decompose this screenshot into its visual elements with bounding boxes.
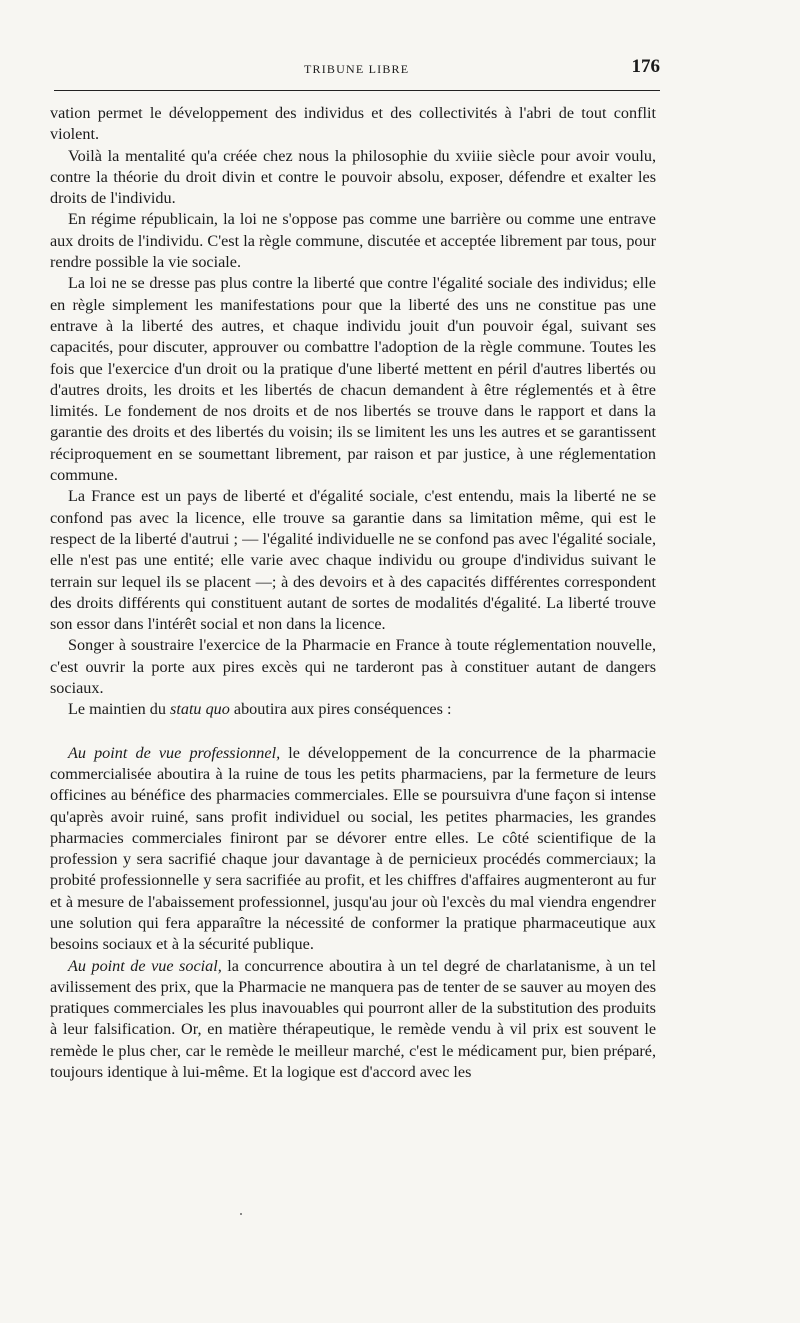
print-speck: [240, 1213, 242, 1215]
paragraph-text: Le maintien du: [68, 700, 171, 719]
header-rule: [54, 90, 660, 91]
paragraph: La loi ne se dresse pas plus contre la liberté que contre l'égalité sociale des individus; elle en règle simplement les manifestations pour que la liberté des uns ne constitue pas une entrave à la liberté des autres, et chaque individu jouit d'un pouvoir égal, suivant ses capacités, pour discuter, approuver ou combattre l'adoption de la règle commune. Toutes les fois que l'exercice d'un droit ou la pratique d'une liberté mettent en péril d'autres libertés ou d'autres droits, les droits et les libertés de chacun demandent à être réglementés et à être limités. Le fondement de nos droits et de nos libertés se trouve dans le rapport et dans la garantie des droits et des libertés du voisin; ils se limitent les uns les autres et se garantissent réciproquement en se soumettant librement, par raison et par justice, à une réglementation commune.: [50, 274, 656, 485]
italic-phrase: Au point de vue social,: [68, 956, 222, 975]
italic-phrase: Au point de vue professionnel,: [68, 743, 281, 762]
paragraph: vation permet le développement des individus et des collectivités à l'abri de tout conflit violent.: [50, 104, 656, 144]
paragraph-text: la concurrence aboutira à un tel degré de charlatanisme, à un tel avilissement des prix, que la Pharmacie ne manquera pas de tenter de se sauver au moyen des pratiques commerciales les plus inavouables qui pourront aller de la substitution des produits à leur falsification. Or, en matière thérapeutique, le remède vendu à vil prix est souvent le remède le plus cher, car le remède le meilleur marché, c'est le médicament pur, bien préparé, toujours identique à lui-même. Et la logique est d'accord avec les: [50, 956, 657, 1082]
paragraph: Songer à soustraire l'exercice de la Pharmacie en France à toute réglementation nouvelle, c'est ouvrir la porte aux pires excès qui ne tarderont pas à constituer autant de dangers sociaux.: [50, 636, 656, 698]
page-header: [54, 56, 660, 86]
paragraph: [50, 699, 656, 720]
italic-phrase: statu quo: [170, 700, 230, 719]
running-title: TRIBUNE LIBRE: [304, 62, 410, 76]
paragraph: Voilà la mentalité qu'a créée chez nous la philosophie du xviiie siècle pour avoir voulu, contre la théorie du droit divin et contre le pouvoir absolu, exposer, défendre et exalter les droits de l'individu.: [50, 146, 656, 208]
page-number: 176: [631, 56, 660, 77]
paragraph: [50, 743, 656, 956]
paragraph: En régime républicain, la loi ne s'oppose pas comme une barrière ou comme une entrave aux droits de l'individu. C'est la règle commune, discutée et acceptée librement par tous, pour rendre possible la vie sociale.: [50, 210, 656, 272]
paragraph-text: le développement de la concurrence de la pharmacie commercialisée aboutira à la ruine de tous les petits pharmaciens, par la fermeture de leurs officines au bénéfice des pharmacies commerciales. Elle se poursuivra d'une façon si intense qu'après avoir ruiné, sans profit individuel ou social, les petites pharmacies, les grandes pharmacies commerciales finiront par se dévorer entre elles. Le côté scientifique de la profession y sera sacrifié chaque jour davantage à de pernicieux procédés commerciaux; la probité professionnelle y sera sacrifiée au profit, et les chiffres d'affaires augmenteront au fur et à mesure de l'abaissement professionnel, jusqu'au jour où l'excès du mal viendra engendrer une solution qui fera apparaître la nécessité de conformer la pratique pharmaceutique aux besoins sociaux et à la sécurité publique.: [50, 743, 656, 954]
body-text: [50, 103, 656, 1083]
paragraph: [50, 956, 656, 1084]
paragraph: La France est un pays de liberté et d'égalité sociale, c'est entendu, mais la liberté ne se confond pas avec la licence, elle trouve sa garantie dans sa limitation même, qui est le respect de la liberté d'autrui ; — l'égalité individuelle ne se confond pas avec l'égalité sociale, elle n'est pas une entité; elle varie avec chaque individu ou groupe d'individus suivant le terrain sur lequel ils se placent —; à des devoirs et à des capacités différentes correspondent des droits différents qui constituent autant de sortes de modalités d'égalité. La liberté trouve son essor dans l'intérêt social et non dans la licence.: [50, 487, 656, 634]
paragraph-text: aboutira aux pires conséquences :: [229, 700, 452, 719]
